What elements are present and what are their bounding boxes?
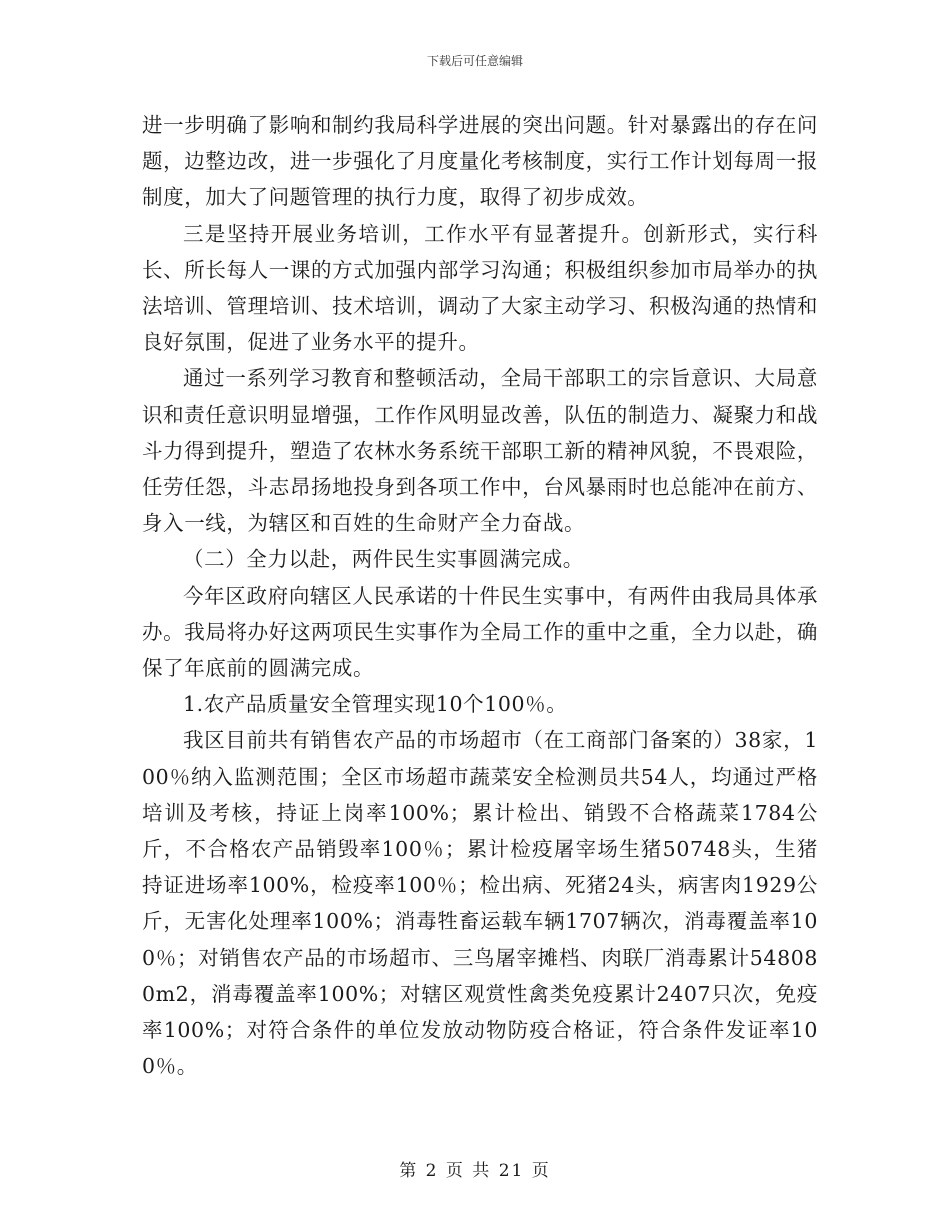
document-body [142, 107, 818, 1084]
section-heading: （二）全力以赴，两件民生实事圆满完成。 [183, 547, 584, 572]
paragraph: 今年区政府向辖区人民承诺的十件民生实事中，有两件由我局具体承办。我局将办好这两项民生实事作为全局工作的重中之重，全力以赴，确保了年底前的圆满完成。 [142, 583, 818, 681]
paragraph: 进一步明确了影响和制约我局科学进展的突出问题。针对暴露出的存在问题，边整边改，进一步强化了月度量化考核制度，实行工作计划每周一报制度，加大了问题管理的执行力度，取得了初步成效。 [142, 113, 818, 210]
subsection-heading: 1.农产品质量安全管理实现10个100％。 [183, 692, 568, 717]
page-number-footer: 第 2 页 共 21 页 [399, 1161, 551, 1181]
paragraph: 我区目前共有销售农产品的市场超市（在工商部门备案的）38家，100％纳入监测范围；全区市场超市蔬菜安全检测员共54人，均通过严格培训及考核，持证上岗率100%；累计检出、销毁不合格蔬菜1784公斤，不合格农产品销毁率100％；累计检疫屠宰场生猪50748头，生猪持证进场率100%，检疫率100％；检出病、死猪24头，病害肉1929公斤，无害化处理率100%；消毒牲畜运载车辆1707辆次，消毒覆盖率100％；对销售农产品的市场超市、三鸟屠宰摊档、肉联厂消毒累计548080m2，消毒覆盖率100%；对辖区观赏性禽类免疫累计2407只次，免疫率100%；对符合条件的单位发放动物防疫合格证，符合条件发证率100％。 [142, 728, 818, 1079]
page-header: 下载后可任意编辑 [426, 54, 523, 68]
paragraph: 三是坚持开展业务培训，工作水平有显著提升。创新形式，实行科长、所长每人一课的方式加强内部学习沟通；积极组织参加市局举办的执法培训、管理培训、技术培训，调动了大家主动学习、积极沟通的热情和良好氛围，促进了业务水平的提升。 [142, 221, 818, 355]
paragraph: 通过一系列学习教育和整顿活动，全局干部职工的宗旨意识、大局意识和责任意识明显增强，工作作风明显改善，队伍的制造力、凝聚力和战斗力得到提升，塑造了农林水务系统干部职工新的精神风貌，不畏艰险，任劳任怨，斗志昂扬地投身到各项工作中，台风暴雨时也总能冲在前方、身入一线，为辖区和百姓的生命财产全力奋战。 [142, 366, 818, 536]
